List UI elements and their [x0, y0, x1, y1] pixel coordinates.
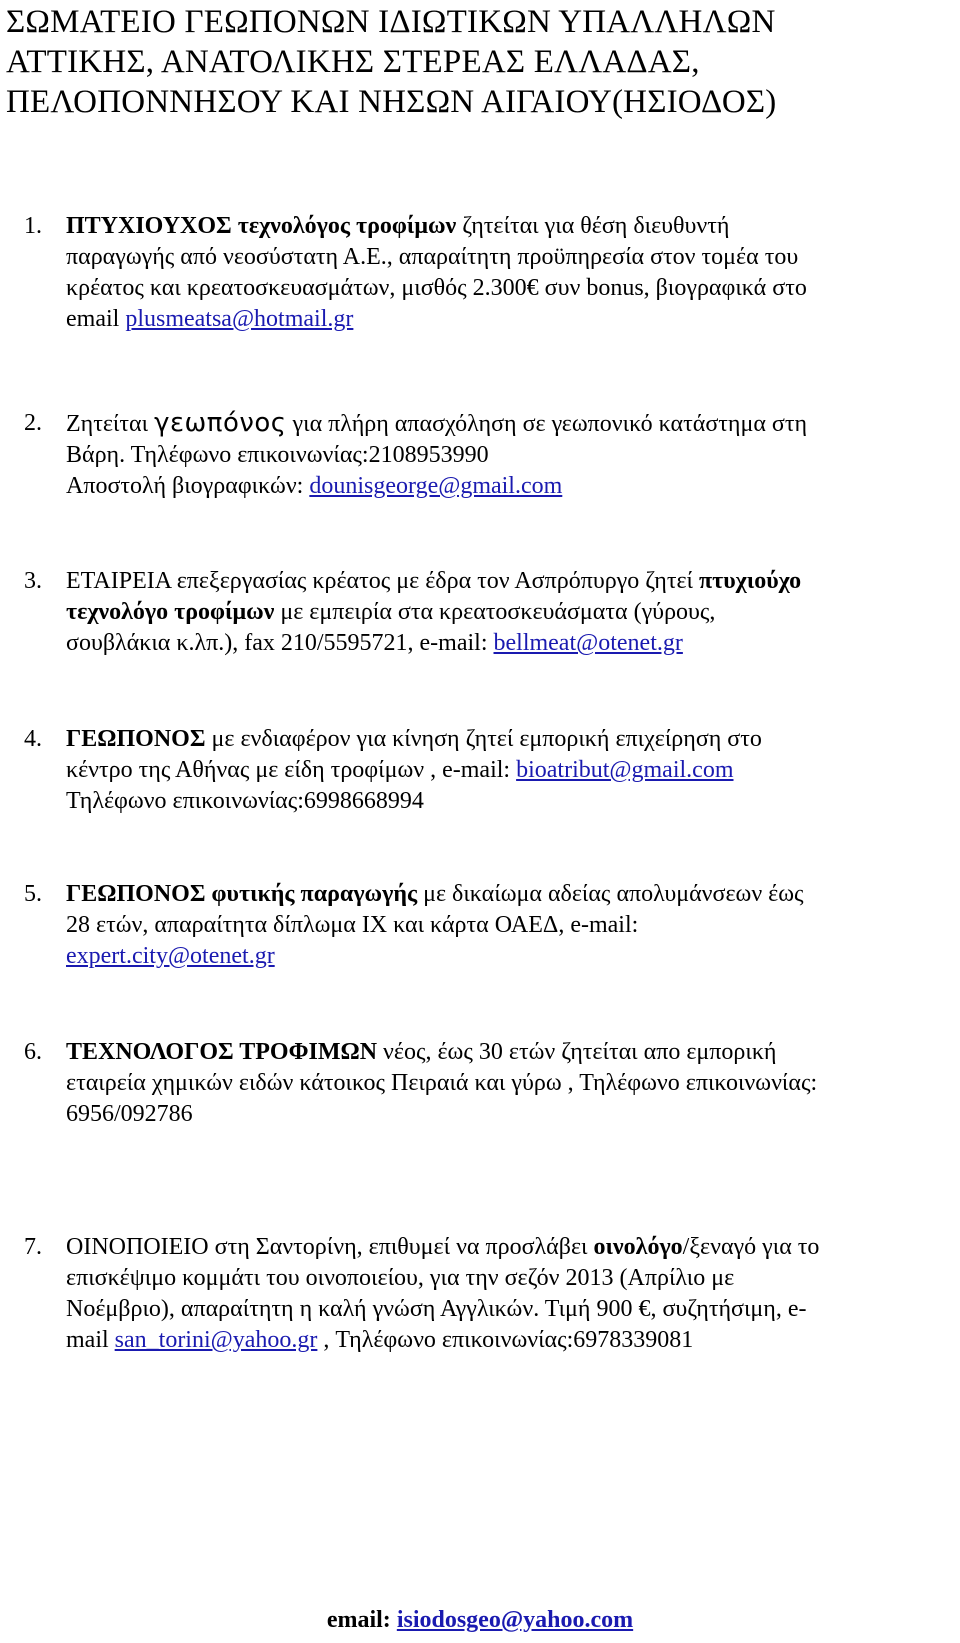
- footer-contact: [0, 1605, 960, 1635]
- item-text: , Τηλέφωνο επικοινωνίας:6978339081: [317, 1327, 694, 1353]
- item-highlight: γεωπόνος: [154, 408, 287, 438]
- title-line: ΠΕΛΟΠΟΝΝΗΣΟΥ ΚΑΙ ΝΗΣΩΝ ΑΙΓΑΙΟΥ(ΗΣΙΟΔΟΣ): [6, 84, 777, 120]
- item-body: [66, 1232, 960, 1356]
- item-text: με δικαίωμα αδείας απολυμάνσεων έως: [417, 881, 804, 907]
- email-link[interactable]: san_torini@yahoo.gr: [114, 1327, 318, 1353]
- item-text: Αποστολή βιογραφικών:: [66, 473, 310, 499]
- list-item: [24, 879, 954, 972]
- item-text: κρέατος και κρεατοσκευασμάτων, μισθός 2.300€ συν bonus, βιογραφικά στο: [66, 275, 807, 301]
- item-body: [66, 879, 960, 972]
- title-line: ΑΤΤΙΚΗΣ, ΑΝΑΤΟΛΙΚΗΣ ΣΤΕΡΕΑΣ ΕΛΛΑΔΑΣ,: [6, 44, 700, 80]
- item-text: email: [66, 306, 126, 332]
- item-text: με ενδιαφέρον για κίνηση ζητεί εμπορική επιχείρηση στο: [205, 726, 762, 752]
- item-text: ΕΤΑΙΡΕΙΑ επεξεργασίας κρέατος με έδρα τον Ασπρόπυργο ζητεί: [66, 568, 700, 594]
- item-text: εταιρεία χημικών ειδών κάτοικος Πειραιά και γύρω , Τηλέφωνο επικοινωνίας:: [66, 1070, 818, 1096]
- item-text: 6956/092786: [66, 1101, 193, 1127]
- list-item: [24, 1232, 954, 1356]
- item-body: [66, 408, 960, 502]
- email-link[interactable]: expert.city@otenet.gr: [66, 943, 275, 969]
- item-number: 4.: [24, 726, 42, 752]
- item-body: [66, 566, 960, 659]
- item-highlight: ΤΕΧΝΟΛΟΓΟΣ ΤΡΟΦΙΜΩΝ: [66, 1039, 378, 1065]
- item-body: [66, 724, 960, 817]
- item-text: Ζητείται: [66, 411, 155, 437]
- item-text: mail: [66, 1327, 115, 1353]
- item-number: 2.: [24, 410, 42, 436]
- item-number: 5.: [24, 881, 42, 907]
- item-text: /ξεναγό για το: [682, 1234, 820, 1260]
- title-line: ΣΩΜΑΤΕΙΟ ΓΕΩΠΟΝΩΝ ΙΔΙΩΤΙΚΩΝ ΥΠΑΛΛΗΛΩΝ: [6, 4, 776, 40]
- item-highlight: ΓΕΩΠΟΝΟΣ: [66, 726, 206, 752]
- item-highlight: πτυχιούχο: [699, 568, 802, 594]
- item-text: ζητείται για θέση διευθυντή: [456, 213, 730, 239]
- email-link[interactable]: dounisgeorge@gmail.com: [309, 473, 563, 499]
- item-text: για πλήρη απασχόληση σε γεωπονικό κατάστημα στη: [286, 411, 808, 437]
- list-item: [24, 1037, 954, 1130]
- footer-email-link[interactable]: isiodosgeo@yahoo.com: [396, 1607, 634, 1633]
- item-text: Βάρη. Τηλέφωνο επικοινωνίας:2108953990: [66, 442, 489, 468]
- item-number: 6.: [24, 1039, 42, 1065]
- item-body: [66, 211, 960, 335]
- item-text: ΟΙΝΟΠΟΙΕΙΟ στη Σαντορίνη, επιθυμεί να προσλάβει: [66, 1234, 594, 1260]
- item-body: [66, 1037, 960, 1130]
- item-text: με εμπειρία στα κρεατοσκευάσματα (γύρους,: [274, 599, 716, 625]
- item-text: νέος, έως 30 ετών ζητείται απο εμπορική: [377, 1039, 777, 1065]
- document-title: [6, 2, 936, 122]
- item-highlight: ΓΕΩΠΟΝΟΣ φυτικής παραγωγής: [66, 881, 418, 907]
- email-link[interactable]: bellmeat@otenet.gr: [493, 630, 683, 656]
- item-highlight: τεχνολόγο τροφίμων: [66, 599, 275, 625]
- item-text: 28 ετών, απαραίτητα δίπλωμα ΙΧ και κάρτα ΟΑΕΔ, e-mail:: [66, 912, 639, 938]
- item-number: 1.: [24, 213, 42, 239]
- item-highlight: ΠΤΥΧΙΟΥΧΟΣ τεχνολόγος τροφίμων: [66, 213, 457, 239]
- item-text: Τηλέφωνο επικοινωνίας:6998668994: [66, 788, 424, 814]
- list-item: [24, 408, 954, 502]
- item-highlight: οινολόγο: [593, 1234, 683, 1260]
- footer-label: email:: [326, 1607, 397, 1633]
- item-text: παραγωγής από νεοσύστατη Α.Ε., απαραίτητη προϋπηρεσία στον τομέα του: [66, 244, 799, 270]
- item-text: κέντρο της Αθήνας με είδη τροφίμων , e-mail:: [66, 757, 517, 783]
- item-text: επισκέψιμο κομμάτι του οινοποιείου, για την σεζόν 2013 (Απρίλιο με: [66, 1265, 735, 1291]
- item-text: σουβλάκια κ.λπ.), fax 210/5595721, e-mail:: [66, 630, 494, 656]
- item-number: 7.: [24, 1234, 42, 1260]
- list-item: [24, 211, 954, 335]
- list-item: [24, 566, 954, 659]
- email-link[interactable]: bioatribut@gmail.com: [516, 757, 734, 783]
- list-item: [24, 724, 954, 817]
- email-link[interactable]: plusmeatsa@hotmail.gr: [125, 306, 354, 332]
- item-text: Νοέμβριο), απαραίτητη η καλή γνώση Αγγλικών. Τιμή 900 €, συζητήσιμη, e-: [66, 1296, 807, 1322]
- item-number: 3.: [24, 568, 42, 594]
